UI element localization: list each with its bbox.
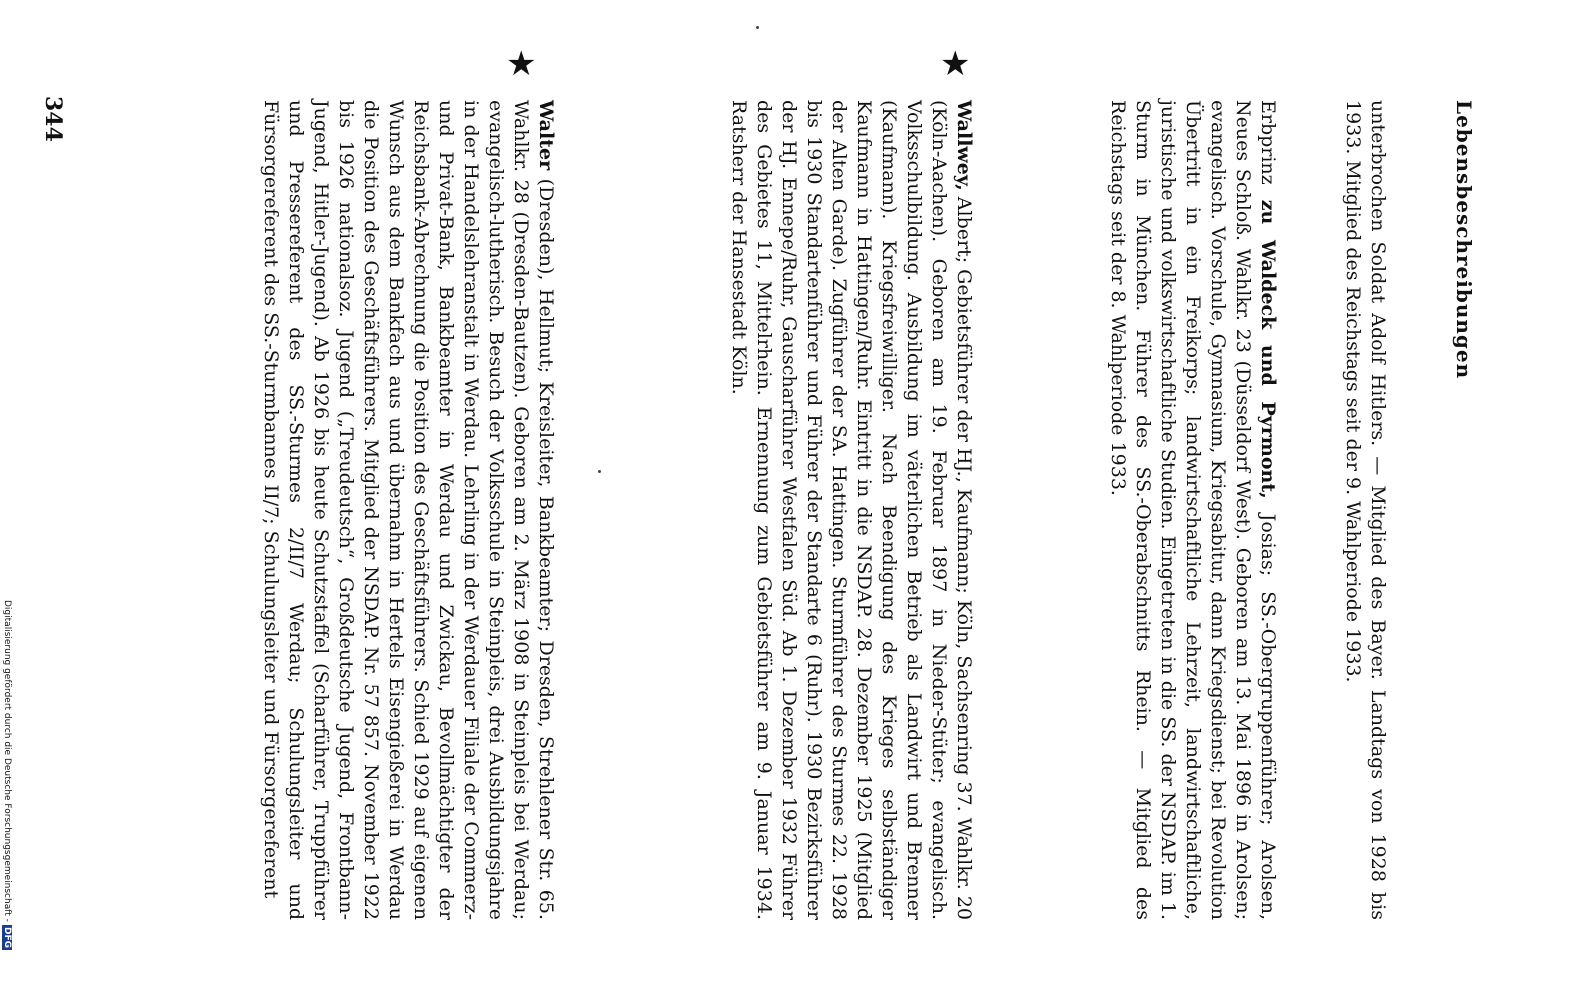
entry-wallwey (596, 100, 976, 920)
star-icon: ★ (506, 44, 537, 84)
entry-body: Geboren am 2. März 1908 in Steinpleis bei Werdau; evangelisch-lutherisch. Besuch der Volksschule in Steinpleis, drei Ausbildungsjahre in der Handelslehranstalt in Werdau. Lehrling in der Werdauer Filiale der Commerz- und Privat-Bank, Bankbeamter in Werdau und Zwickau, Bevollmächtigter der Reichsbank-Abrechnung die Position des Geschäftsführers. Schied 1929 auf eigenen Wunsch aus dem Bankfach aus und übernahm in Hertels Eisengießerei in Werdau die Position des Geschäftsführers. Mitglied der NSDAP. Nr. 57 857. November 1922 bis 1926 nationalsoz. Jugend („Treudeutsch“, Großdeutsche Jugend, Frontbann-Jugend, Hitler-Jugend). Ab 1926 bis heute Schutzstaffel (Scharführer, Truppführer und Pressereferent des SS.-Sturmes 2/II/7 Werdau; Schulungsleiter und Fürsorgereferent des SS.-Sturmbannes II/7; Schulungsleiter und Fürsorgereferent (260, 100, 532, 920)
scan-speck (756, 26, 759, 29)
entry-name: Wallwey, (953, 100, 975, 191)
continuation-body: unterbrochen Soldat Adolf Hitlers. — Mitglied des Bayer. Landtags von 1928 bis 1933. Mitglied des Reichstags seit der 9. Wahlperiode 1933. (1342, 100, 1389, 920)
star-icon: ★ (940, 44, 971, 84)
entry-waldeck (1030, 100, 1280, 920)
entry-walter (108, 100, 558, 920)
page-number: 344 (40, 96, 66, 142)
entry-body: Geboren am 19. Februar 1897 in Nieder-Stüter; evangelisch. Volksschulbildung. Ausbildung im väterlichen Betrieb als Landwirt und Brenner (Kaufmann). Kriegsfreiwilliger. Nach Beendigung des Krieges selbständiger Kaufmann in Hattingen/Ruhr. Eintritt in die NSDAP. 28. Dezember 1925 (Mitglied der Alten Garde). Zugführer der SA. Hattingen. Sturmführer des Sturmes 22. 1928 bis 1930 Standartenführer und Führer der Standarte 6 (Ruhr). 1930 Bezirksführer der HJ. Ennepe/Ruhr, Gauscharführer Westfalen Süd. Ab 1. Dezember 1932 Führer des Gebietes 11, Mittelrhein. Ernennung zum Gebietsführer am 9. Januar 1934. Ratsherr der Hansestadt Köln. (728, 100, 950, 921)
header-column (1452, 100, 1482, 380)
entry-name: zu Waldeck und Pyrmont, (1257, 199, 1279, 499)
dfg-badge: DFG (2, 926, 12, 948)
entry-prefix: Erbprinz (1257, 100, 1279, 185)
continuation-column (1340, 100, 1440, 920)
entry-name: Walter (535, 100, 557, 171)
page-title-vertical: Lebensbeschreibungen (1452, 100, 1476, 380)
entry-head: (Dresden), Hellmut; Kreisleiter, Bankbeamter; Dresden, Strehlener Str. 65. Wahlkr. 28 (Dresden-Bautzen). (510, 100, 557, 920)
entry-head: Josias; SS.-Obergruppenführer; Arolsen, Neues Schloß. Wahlkr. 23 (Düsseldorf West). (1232, 100, 1279, 920)
scan-speck (598, 470, 601, 473)
digitization-credit (2, 600, 12, 990)
entry-head: Albert; Gebietsführer der HJ., Kaufmann; Köln, Sachsenring 37. Wahlkr. 20 (Köln-Aachen). (928, 100, 975, 921)
credit-text: Digitalisierung gefördert durch die Deutsche Forschungsgemeinschaft - (2, 600, 12, 922)
entry-body: Geboren am 13. Mai 1896 in Arolsen; evangelisch. Vorschule, Gymnasium, Kriegsabitur, dann Kriegsdienst; bei Revolution Übertritt in ein Freikorps; landwirtschaftliche Lehrzeit, landwirtschaftliche, juristische und volkswirtschaftliche Studien. Eingetreten in die SS. der NSDAP. im 1. Sturm in München. Führer des SS.-Oberabschnitts Rhein. — Mitglied des Reichstags seit der 8. Wahlperiode 1933. (1107, 100, 1254, 921)
